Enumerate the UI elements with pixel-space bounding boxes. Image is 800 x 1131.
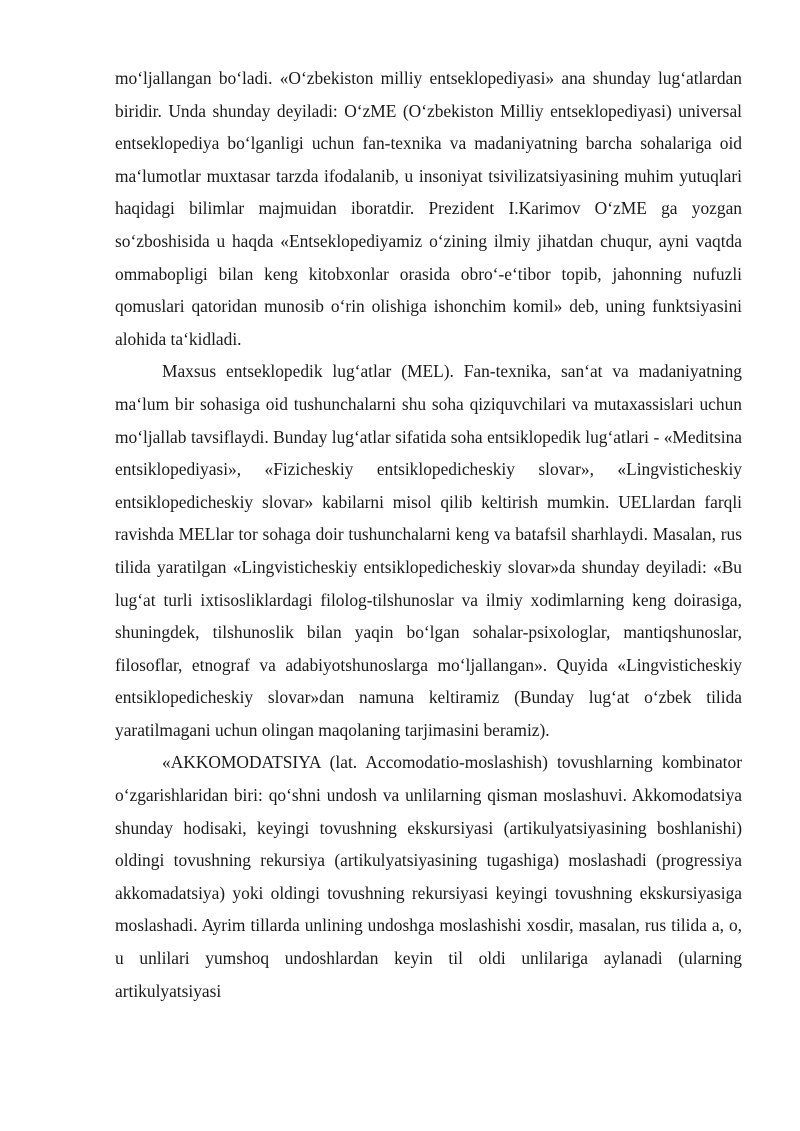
paragraph-encyclopedia-intro: mo‘ljallangan bo‘ladi. «O‘zbekiston milliy entseklopediyasi» ana shunday lug‘atlardan biridir. Unda shunday deyiladi: O‘zME (O‘zbekiston Milliy entseklopediyasi) universal entseklopediya bo‘lganligi uchun fan-texnika va madaniyatning barcha sohalariga oid ma‘lumotlar muxtasar tarzda ifodalanib, u insoniyat tsivilizatsiyasining muhim yutuqlari haqidagi bilimlar majmuidan iboratdir. Prezident I.Karimov O‘zME ga yozgan so‘zboshisida u haqda «Entseklopediyamiz o‘zining ilmiy jihatdan chuqur, ayni vaqtda ommabopligi bilan keng kitobxonlar orasida obro‘-e‘tibor topib, jahonning nufuzli qomuslari qatoridan munosib o‘rin olishiga ishonchim komil» deb, uning funktsiyasini alohida ta‘kidladi. bbox=[115, 68, 742, 349]
paragraph-accommodation-entry: «AKKOMODATSIYA (lat. Accomodatio-moslashish) tovushlarning kombinator o‘zgarishlaridan biri: qo‘shni undosh va unlilarning qisman moslashuvi. Akkomodatsiya shunday hodisaki, keyingi tovushning ekskursiyasi (artikulyatsiyasining boshlanishi) oldingi tovushning rekursiya (artikulyatsiyasining tugashiga) moslashadi (progressiya akkomadatsiya) yoki oldingi tovushning rekursiyasi keyingi tovushning ekskursiyasiga moslashadi. Ayrim tillarda unlining undoshga moslashishi xosdir, masalan, rus tilida a, o, u unlilari yumshoq undoshlardan keyin til oldi unlilariga aylanadi (ularning artikulyatsiyasi bbox=[115, 752, 742, 1001]
paragraph-special-dictionaries: Maxsus entseklopedik lug‘atlar (MEL). Fan-texnika, san‘at va madaniyatning ma‘lum bir sohasiga oid tushunchalarni shu soha qiziquvchilari va mutaxassislari uchun mo‘ljallab tavsiflaydi. Bunday lug‘atlar sifatida soha entsiklopedik lug‘atlari - «Meditsina entsiklopediyasi», «Fizicheskiy entsiklopedicheskiy slovar», «Lingvisticheskiy entsiklopedicheskiy slovar» kabilarni misol qilib keltirish mumkin. UELlardan farqli ravishda MELlar tor sohaga doir tushunchalarni keng va batafsil sharhlaydi. Masalan, rus tilida yaratilgan «Lingvisticheskiy entsiklopedicheskiy slovar»da shunday deyiladi: «Bu lug‘at turli ixtisosliklardagi filolog-tilshunoslar va ilmiy xodimlarning keng doirasiga, shuningdek, tilshunoslik bilan yaqin bo‘lgan sohalar-psixologlar, mantiqshunoslar, filosoflar, etnograf va adabiyotshunoslarga mo‘ljallangan». Quyida «Lingvisticheskiy entsiklopedicheskiy slovar»dan namuna keltiramiz (Bunday lug‘at o‘zbek tilida yaratilmagani uchun olingan maqolaning tarjimasini beramiz). bbox=[115, 361, 742, 740]
document-page bbox=[115, 62, 742, 1007]
